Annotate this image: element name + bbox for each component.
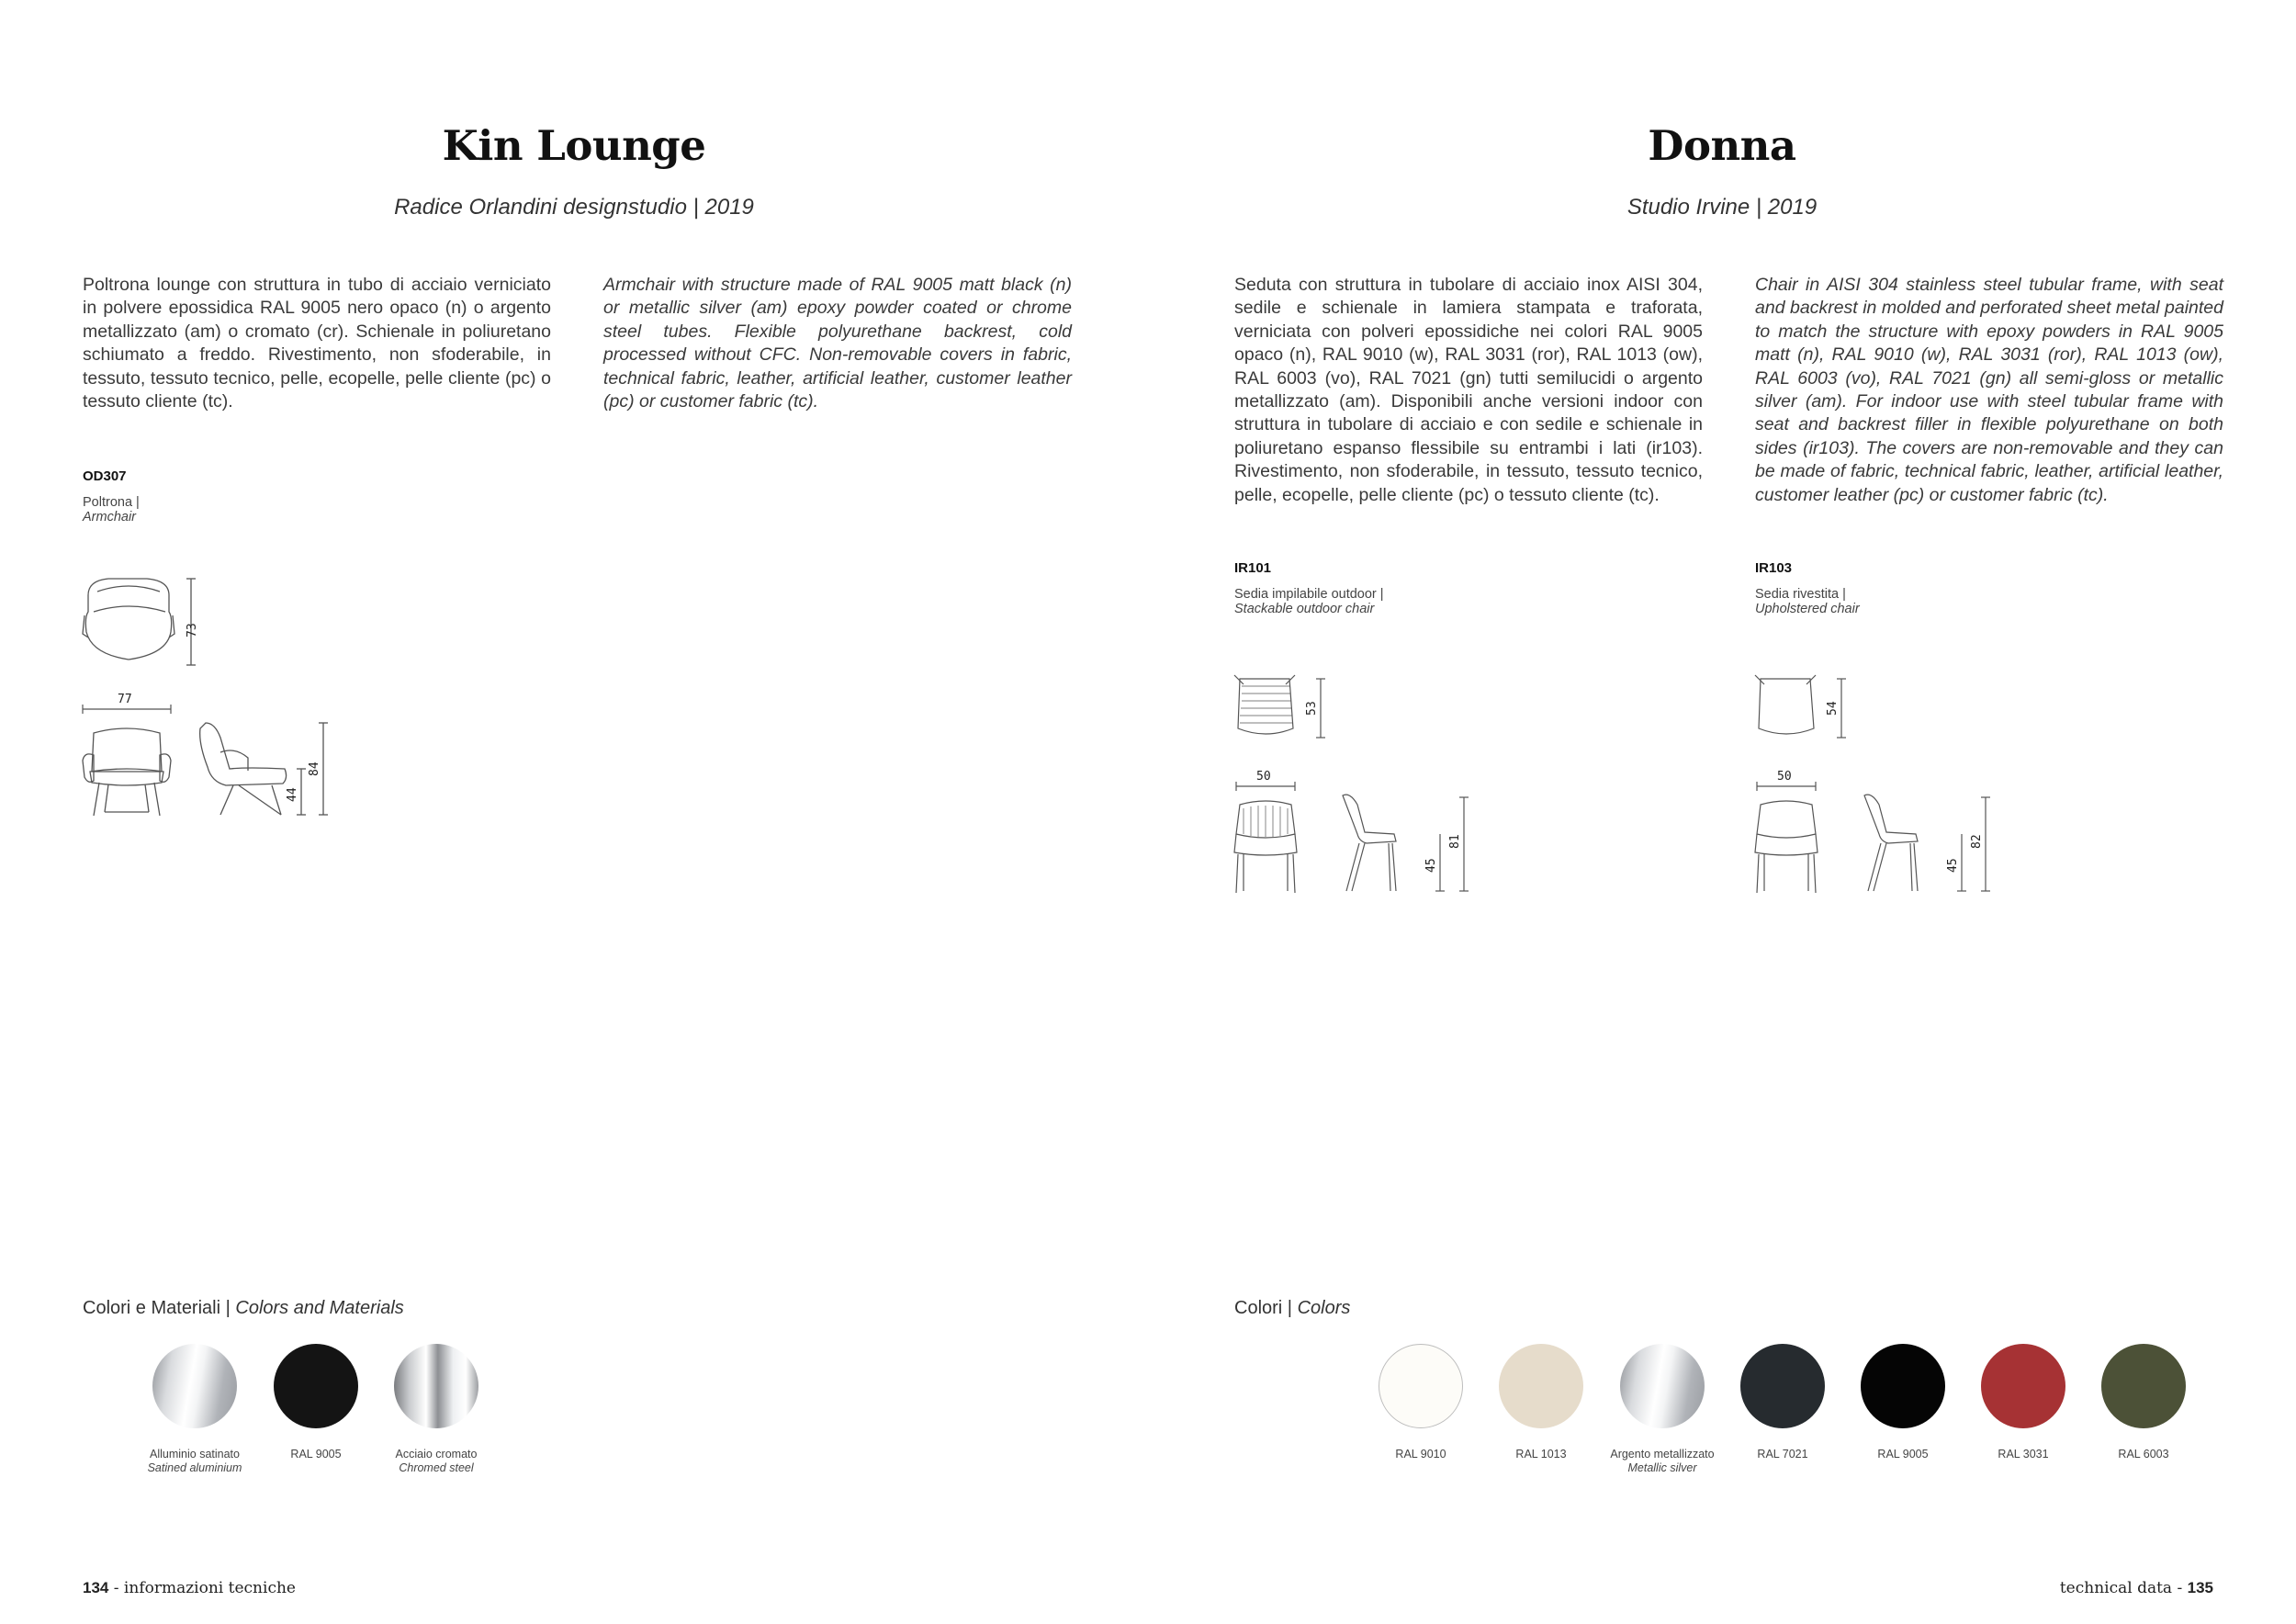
colors-heading-en: Colors and Materials: [235, 1298, 404, 1318]
product-name-en: Upholstered chair: [1755, 602, 1860, 616]
armchair-top-view-drawing: [81, 577, 209, 678]
right-page: [1148, 0, 2296, 1624]
chair-top-view-drawing: [1753, 673, 1863, 747]
product-name: [1755, 587, 1860, 616]
product-name-it: Poltrona |: [83, 495, 140, 510]
swatch-label: Alluminio satinato: [150, 1448, 240, 1460]
color-swatch: [261, 1344, 371, 1461]
color-swatch: [1848, 1344, 1958, 1461]
designer-credit: Radice Orlandini designstudio | 2019: [394, 195, 754, 220]
swatch-circle: [152, 1344, 237, 1428]
swatch-circle: [274, 1344, 358, 1428]
swatch-label-en: Chromed steel: [399, 1461, 474, 1474]
dim-depth: 53: [1305, 701, 1319, 716]
colors-heading-it: Colori |: [1234, 1298, 1292, 1318]
armchair-front-view-drawing: [81, 691, 182, 825]
product-code: IR103: [1755, 560, 1793, 576]
swatch-circle: [1740, 1344, 1825, 1428]
dim-height: 84: [308, 761, 321, 776]
swatch-label: Argento metallizzato: [1610, 1448, 1715, 1460]
description-italian: Poltrona lounge con struttura in tubo di acciaio verniciato in polvere epossidica RAL 9005 nero opaco (n) o argento metallizzato (am) o cromato (cr). Schienale in poliuretano schiumato a freddo. Rivestimento, non sfoderabile, in tessuto, tessuto tecnico, pelle, ecopelle, pelle cliente (pc) o tessuto cliente (tc).: [83, 275, 551, 412]
product-name-en: Armchair: [83, 510, 137, 524]
color-swatch: [1366, 1344, 1476, 1461]
page-number: 135: [2187, 1579, 2213, 1596]
product-name: [83, 495, 140, 524]
product-name: [1234, 587, 1384, 616]
product-title: Donna: [1648, 121, 1796, 170]
swatch-label-en: Metallic silver: [1627, 1461, 1697, 1474]
description-italian: Seduta con struttura in tubolare di acciaio inox AISI 304, sedile e schienale in lamiera stampata e traforata, verniciata con polveri epossidiche nei colori RAL 9005 opaco (n), RAL 9010 (w), RAL 3031 (ror), RAL 1013 (ow), RAL 6003 (vo), RAL 7021 (gn) tutti semilucidi o argento metallizzato (am). Disponibili anche versioni indoor con struttura in tubolare di acciaio e con sedile e schienale in poliuretano espanso flessibile su entrambi i lati (ir103). Rivestimento, non sfoderabile, in tessuto, tessuto tecnico, pelle, ecopelle, pelle cliente (pc) o tessuto cliente (tc).: [1234, 275, 1703, 505]
colors-heading-en: Colors: [1297, 1298, 1351, 1318]
product-name-en: Stackable outdoor chair: [1234, 602, 1375, 616]
footer-label: - informazioni tecniche: [113, 1579, 296, 1597]
dim-seat-height: 44: [286, 787, 299, 802]
dim-height: 82: [1970, 834, 1984, 849]
armchair-side-view-drawing: [193, 721, 340, 822]
footer-label: technical data -: [2059, 1579, 2183, 1597]
product-name-it: Sedia rivestita |: [1755, 587, 1846, 602]
product-name-it: Sedia impilabile outdoor |: [1234, 587, 1384, 602]
color-swatch: [1728, 1344, 1838, 1461]
swatch-label: RAL 9005: [1877, 1448, 1929, 1460]
colors-heading-it: Colori e Materiali |: [83, 1298, 231, 1318]
swatch-label: RAL 1013: [1515, 1448, 1567, 1460]
swatch-circle: [394, 1344, 478, 1428]
swatch-circle: [2101, 1344, 2186, 1428]
colors-heading: [83, 1298, 404, 1319]
swatch-circle: [1861, 1344, 1945, 1428]
dim-depth: 54: [1826, 701, 1840, 716]
swatch-circle: [1620, 1344, 1705, 1428]
swatch-circle: [1499, 1344, 1583, 1428]
dim-height: 81: [1448, 834, 1462, 849]
dim-width: 50: [1777, 770, 1792, 784]
designer-credit: Studio Irvine | 2019: [1626, 195, 1818, 220]
color-swatch: [1486, 1344, 1596, 1461]
chair-front-view-drawing: [1753, 768, 1827, 898]
swatch-circle: [1981, 1344, 2065, 1428]
swatch-label: RAL 7021: [1757, 1448, 1808, 1460]
page-footer: [2060, 1579, 2213, 1597]
chair-side-view-drawing: [1339, 790, 1486, 896]
color-swatch: [140, 1344, 250, 1475]
chair-side-view-drawing: [1861, 790, 2008, 896]
swatch-label-en: Satined aluminium: [147, 1461, 242, 1474]
swatch-circle: [1379, 1344, 1463, 1428]
dim-width: 50: [1256, 770, 1271, 784]
color-swatch: [1607, 1344, 1717, 1475]
chair-top-view-drawing: [1232, 673, 1343, 747]
colors-heading: [1234, 1298, 1350, 1319]
description-english: Armchair with structure made of RAL 9005 matt black (n) or metallic silver (am) epoxy powder coated or chrome steel tubes. Flexible polyurethane backrest, cold processed without CFC. Non-removable covers in fabric, technical fabric, leather, artificial leather, customer leather (pc) or customer fabric (tc).: [603, 275, 1072, 412]
swatch-label: RAL 9005: [290, 1448, 342, 1460]
product-title: Kin Lounge: [442, 121, 706, 170]
swatch-label: RAL 9010: [1395, 1448, 1446, 1460]
description-english: Chair in AISI 304 stainless steel tubular frame, with seat and backrest in molded and perforated sheet metal painted to match the structure with epoxy powders in RAL 9005 matt (n), RAL 9010 (w), RAL 3031 (ror), RAL 1013 (ow), RAL 6003 (vo), RAL 7021 (gn) all semi-gloss or metallic silver (am). For indoor use with steel tubular frame with seat and backrest filler in flexible polyurethane on both sides (ir103). The covers are non-removable and they can be made of fabric, technical fabric, leather, artificial leather, customer leather (pc) or customer fabric (tc).: [1755, 275, 2223, 505]
swatch-label: Acciaio cromato: [395, 1448, 478, 1460]
page-footer: [83, 1579, 296, 1597]
page-number: 134: [83, 1579, 109, 1596]
product-code: IR101: [1234, 560, 1272, 576]
swatch-label: RAL 6003: [2118, 1448, 2169, 1460]
color-swatch: [2088, 1344, 2199, 1461]
dim-seat-height: 45: [1946, 858, 1960, 873]
chair-front-view-drawing: [1232, 768, 1306, 898]
swatch-label: RAL 3031: [1998, 1448, 2049, 1460]
product-code: OD307: [83, 468, 127, 484]
color-swatch: [1968, 1344, 2078, 1461]
dim-width: 77: [118, 693, 132, 706]
dim-depth: 73: [186, 623, 199, 637]
dim-seat-height: 45: [1424, 858, 1438, 873]
color-swatch: [381, 1344, 491, 1475]
